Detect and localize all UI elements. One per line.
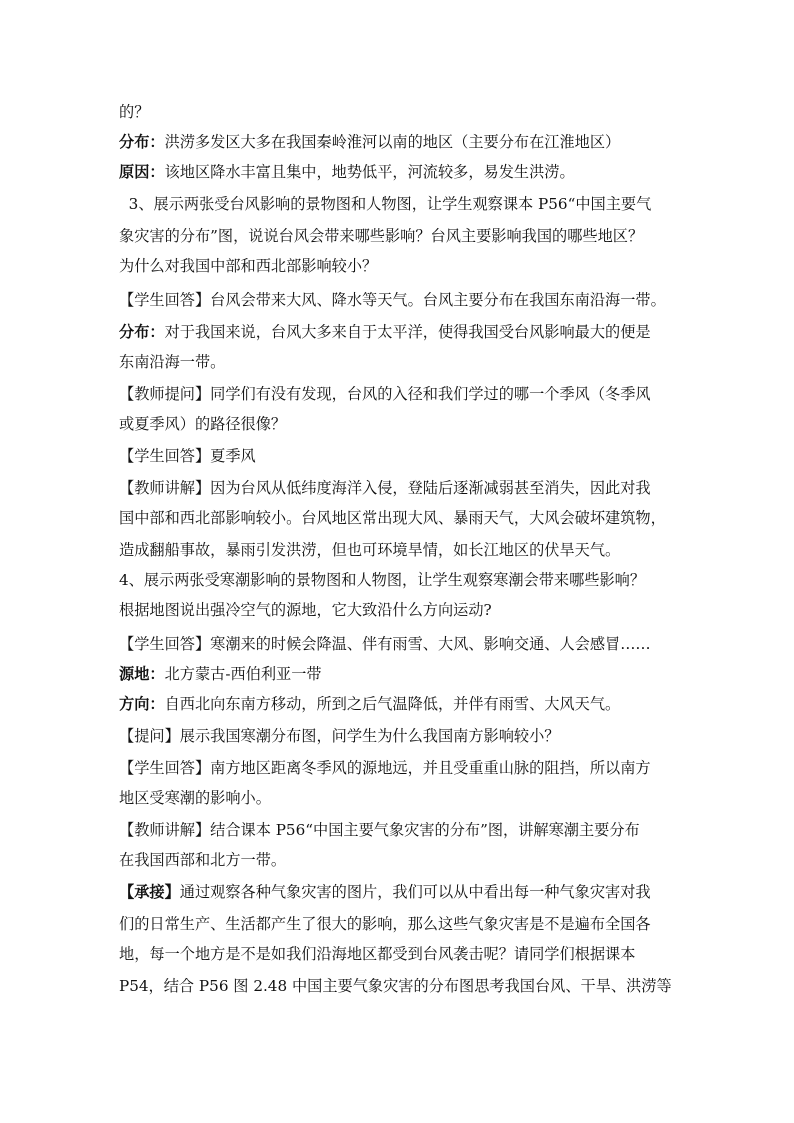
text-line: 为什么对我国中部和西北部影响较小？ xyxy=(119,257,378,275)
text-line: P54，结合 P56 图 2.48 中国主要气象灾害的分布图思考我国台风、干旱、洪涝等 xyxy=(119,977,672,995)
text-line: 分布：洪涝多发区大多在我国秦岭淮河以南的地区（主要分布在江淮地区） xyxy=(119,133,621,151)
text-line: 在我国西部和北方一带。 xyxy=(119,851,287,869)
text-line: 分布：对于我国来说，台风大多来自于太平洋，使得我国受台风影响最大的便是 xyxy=(119,323,651,341)
text-line: 【提问】展示我国寒潮分布图，问学生为什么我国南方影响较小？ xyxy=(119,727,560,745)
text-line: 源地：北方蒙古-西伯利亚一带 xyxy=(119,665,322,683)
text-line: 们的日常生产、生活都产生了很大的影响，那么这些气象灾害是不是遍布全国各 xyxy=(119,915,651,933)
text-line: 【教师提问】同学们有没有发现，台风的入径和我们学过的哪一个季风（冬季风 xyxy=(119,385,651,403)
text-line: 方向：自西北向东南方移动，所到之后气温降低，并伴有雨雪、大风天气。 xyxy=(119,695,621,713)
text-line: 象灾害的分布”图，说说台风会带来哪些影响？台风主要影响我国的哪些地区？ xyxy=(119,227,644,245)
text-line: 【教师讲解】因为台风从低纬度海洋入侵，登陆后逐渐减弱甚至消失，因此对我 xyxy=(119,479,651,497)
text-line: 原因：该地区降水丰富且集中，地势低平，河流较多，易发生洪涝。 xyxy=(119,163,575,181)
text-line: 或夏季风）的路径很像？ xyxy=(119,415,287,433)
text-line: 【学生回答】寒潮来的时候会降温、伴有雨雪、大风、影响交通、人会感冒…… xyxy=(119,635,651,653)
text-line: 【学生回答】夏季风 xyxy=(119,447,256,465)
text-line: 【学生回答】南方地区距离冬季风的源地远，并且受重重山脉的阻挡，所以南方 xyxy=(119,759,651,777)
text-line: 4、展示两张受寒潮影响的景物图和人物图，让学生观察寒潮会带来哪些影响？ xyxy=(119,571,646,589)
text-line: 地，每一个地方是不是如我们沿海地区都受到台风袭击呢？请同学们根据课本 xyxy=(119,945,636,963)
text-line: 3、展示两张受台风影响的景物图和人物图，让学生观察课本 P56“中国主要气 xyxy=(119,195,652,213)
text-line: 根据地图说出强冷空气的源地，它大致沿什么方向运动? xyxy=(119,601,492,619)
text-line: 的？ xyxy=(119,103,150,121)
text-line: 地区受寒潮的影响小。 xyxy=(119,789,271,807)
text-line: 东南沿海一带。 xyxy=(119,353,226,371)
text-line: 造成翻船事故，暴雨引发洪涝，但也可环境旱情，如长江地区的伏旱天气。 xyxy=(119,541,621,559)
text-line: 【学生回答】台风会带来大风、降水等天气。台风主要分布在我国东南沿海一带。 xyxy=(119,291,666,309)
text-line: 【教师讲解】结合课本 P56“中国主要气象灾害的分布”图，讲解寒潮主要分布 xyxy=(119,821,640,839)
text-line: 国中部和西北部影响较小。台风地区常出现大风、暴雨天气，大风会破坏建筑物， xyxy=(119,509,666,527)
text-line: 【承接】通过观察各种气象灾害的图片，我们可以从中看出每一种气象灾害对我 xyxy=(119,883,651,901)
